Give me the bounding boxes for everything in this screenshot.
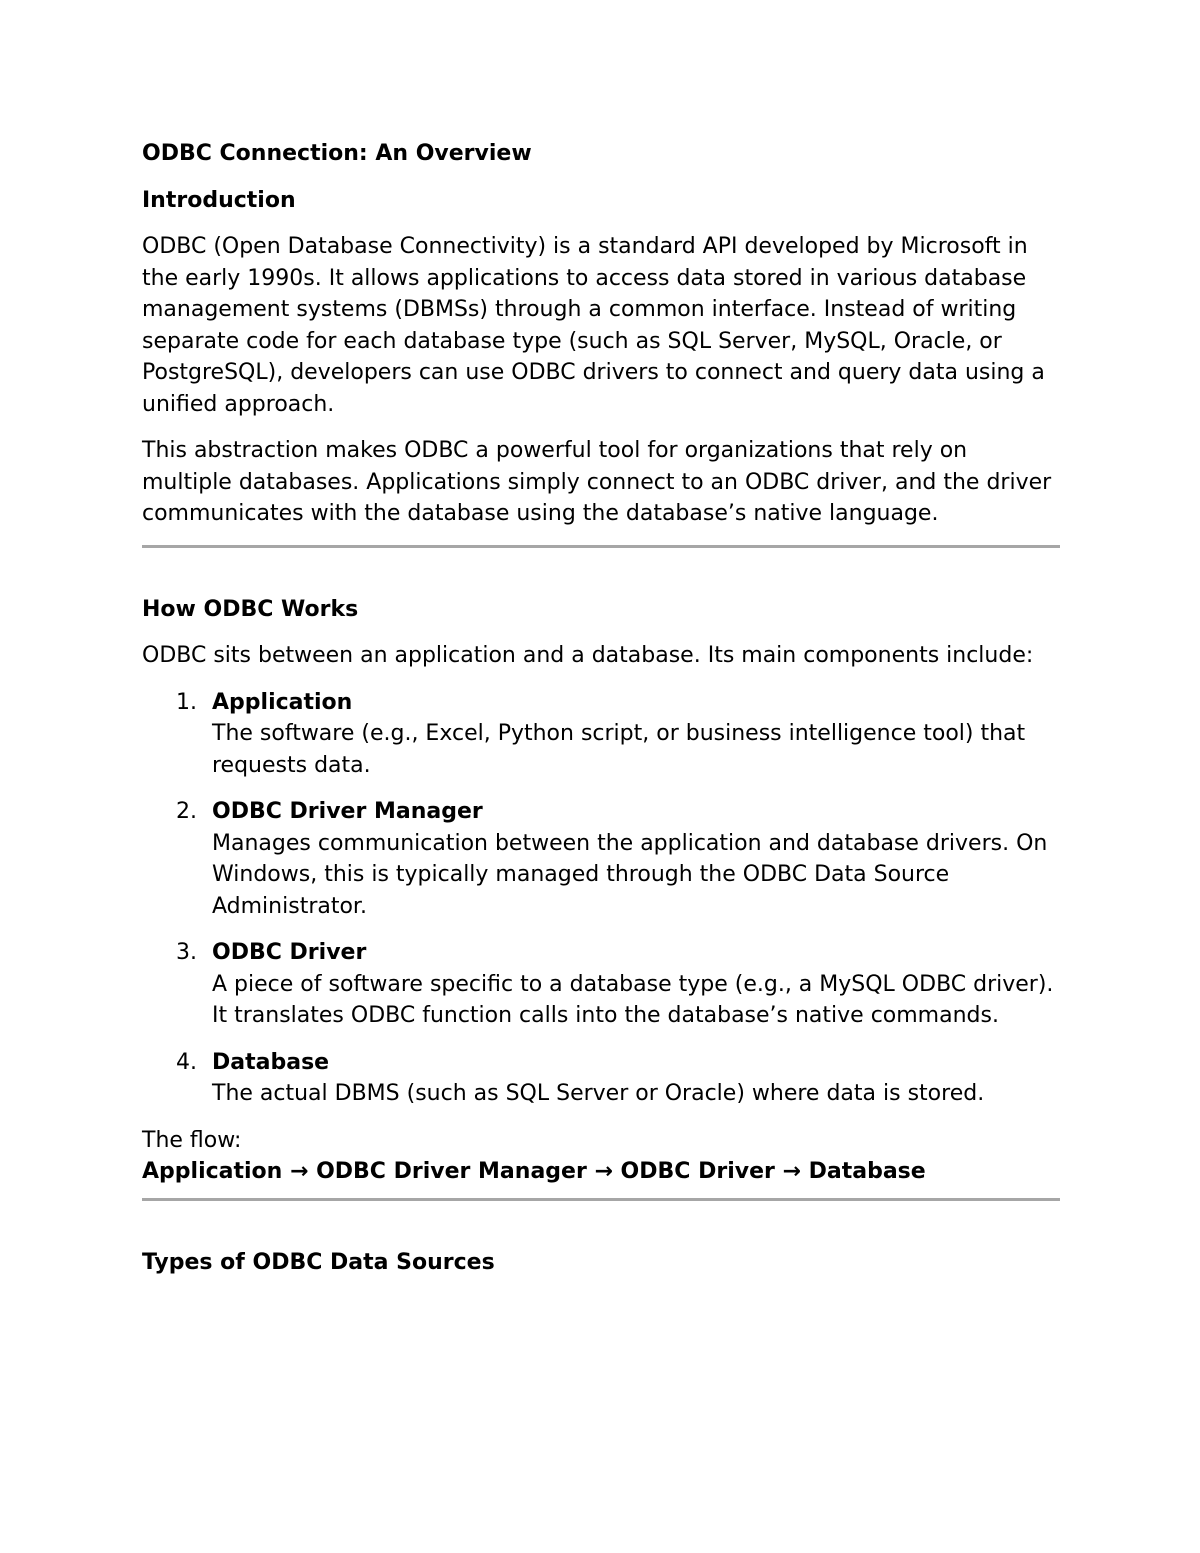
flow-chain: Application → ODBC Driver Manager → ODBC Driver → Database — [142, 1159, 926, 1184]
list-item-number: 1. — [176, 689, 197, 715]
list-item — [142, 687, 1060, 782]
list-item-title: ODBC Driver Manager — [212, 799, 483, 824]
list-item — [142, 937, 1060, 1032]
list-item-description: Manages communication between the application and database drivers. On Windows, this is typically managed through the ODBC Data Source Administrator. — [212, 830, 1048, 919]
list-item-title: Application — [212, 689, 353, 715]
flow-summary — [142, 1125, 1060, 1188]
document-title: ODBC Connection: An Overview — [142, 141, 532, 166]
list-item-title: Database — [212, 1049, 330, 1075]
section-heading-introduction: Introduction — [142, 187, 296, 213]
list-item-description: The actual DBMS (such as SQL Server or Oracle) where data is stored. — [212, 1081, 985, 1106]
list-item-number: 2. — [176, 799, 197, 824]
list-item-description: A piece of software specific to a database type (e.g., a MySQL ODBC driver). It translates ODBC function calls into the database’s native commands. — [212, 971, 1054, 1028]
list-item-number: 4. — [176, 1049, 197, 1075]
how-it-works-lead: ODBC sits between an application and a database. Its main components include: — [142, 643, 1034, 668]
list-item — [142, 796, 1060, 922]
list-item-description: The software (e.g., Excel, Python script, or business intelligence tool) that requests data. — [212, 721, 1026, 778]
list-item-number: 3. — [176, 940, 197, 965]
horizontal-divider — [142, 1198, 1060, 1201]
document-page — [142, 138, 1060, 1293]
flow-label: The flow: — [142, 1127, 242, 1153]
list-item — [142, 1047, 1060, 1110]
section-heading-how-odbc-works: How ODBC Works — [142, 596, 359, 622]
list-item-title: ODBC Driver — [212, 940, 367, 965]
intro-paragraph-1: ODBC (Open Database Connectivity) is a standard API developed by Microsoft in the early 1990s. It allows applications to access data stored in various database management systems (DBMSs) through a common interface. Instead of writing separate code for each database type (such as SQL Server, MySQL, Oracle, or PostgreSQL), developers can use ODBC drivers to connect and query data using a unified approach. — [142, 234, 1045, 417]
horizontal-divider — [142, 545, 1060, 548]
section-heading-data-sources: Types of ODBC Data Sources — [142, 1249, 495, 1275]
components-list — [142, 687, 1060, 1110]
intro-paragraph-2: This abstraction makes ODBC a powerful tool for organizations that rely on multiple databases. Applications simply connect to an ODBC driver, and the driver communicates with the database using the database’s native language. — [142, 438, 1052, 526]
